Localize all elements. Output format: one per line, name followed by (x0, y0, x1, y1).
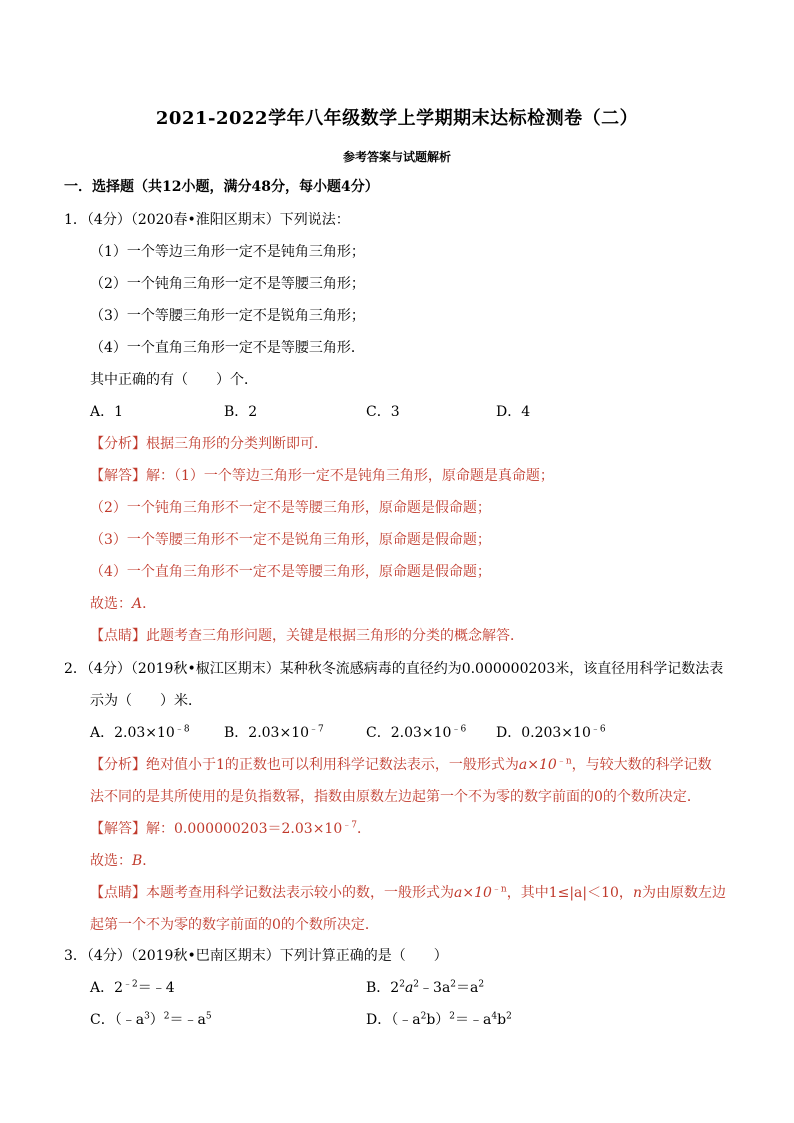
q1-answer-4: （4）一个直角三角形不一定不是等腰三角形，原命题是假命题； (90, 564, 491, 580)
q1-statement-2: （2）一个钝角三角形一定不是等腰三角形； (90, 276, 365, 292)
choose-suffix: ． (142, 596, 157, 612)
q2-analysis-1c: ﹣n (556, 756, 572, 767)
q2-option-d-exp: ﹣6 (590, 724, 606, 735)
q2-option-b (224, 724, 324, 742)
q1-option-b: B．2 (224, 404, 258, 420)
q3-option-b-e4: 2 (478, 979, 485, 990)
q2-comment-2: 起第一个不为零的数字前面的0的个数所决定． (90, 917, 379, 933)
q1-choice (90, 595, 156, 613)
q3-option-c-base: C．（﹣a (90, 1012, 145, 1028)
q2-analysis-1a: 绝对值小于1的正数也可以利用科学记数法表示，一般形式为 (146, 757, 519, 773)
q2-answer-a: 解：0.000000203＝2.03×10 (146, 821, 343, 837)
q1-comment-text: 此题考查三角形问题，关键是根据三角形的分类的概念解答． (146, 628, 524, 644)
q2-analysis-1d: ，与较大数的科学记数 (571, 757, 712, 773)
comment-tag: 【点睛】 (90, 628, 146, 644)
q2-answer-b: ． (356, 821, 371, 837)
q2-comment-1 (90, 884, 726, 902)
q1-answer-3: （3）一个等腰三角形不一定不是锐角三角形，原命题是假命题； (90, 532, 491, 548)
analysis-tag: 【分析】 (90, 436, 146, 452)
q3-option-c-m1: ） (149, 1012, 164, 1028)
q3-stem: 3．（4分）（2019秋•巴南区期末）下列计算正确的是（ ） (64, 948, 448, 964)
q3-option-a (90, 979, 175, 997)
analysis-tag: 【分析】 (90, 757, 146, 773)
q1-answer-2: （2）一个钝角三角形不一定不是等腰三角形，原命题是假命题； (90, 500, 491, 516)
q3-option-c-e2: 2 (163, 1011, 170, 1022)
q1-comment (90, 627, 524, 645)
choose-suffix: ． (142, 853, 157, 869)
choose-prefix: 故选： (90, 596, 132, 612)
q1-answer-1-text: 解：（1）一个等边三角形一定不是钝角三角形，原命题是真命题； (146, 468, 554, 484)
q3-option-b-e3: 2 (450, 979, 457, 990)
q2-stem-1: 2．（4分）（2019秋•椒江区期末）某种秋冬流感病毒的直径约为0.000000203米，该直径用科学记数法表 (64, 661, 724, 677)
q2-answer (90, 820, 371, 838)
q3-option-a-rest: ＝﹣4 (137, 980, 175, 996)
q1-option-d: D．4 (496, 404, 531, 420)
q2-stem-2: 示为（ ）米． (90, 693, 202, 709)
q3-option-a-exp: ﹣2 (123, 979, 138, 990)
q3-option-c-m2: ＝﹣a (169, 1012, 206, 1028)
q3-option-d-m2: ＝﹣a (455, 1012, 492, 1028)
q2-comment-1e: n (632, 885, 642, 901)
q1-option-a: A．1 (90, 404, 124, 420)
q2-answer-exp: ﹣7 (342, 820, 357, 831)
q1-stem: 1．（4分）（2020春•淮阳区期末）下列说法： (64, 212, 350, 228)
q3-option-b-m3: ＝a (456, 980, 479, 996)
q3-option-d-e3: 4 (491, 1011, 498, 1022)
page-title: 2021-2022学年八年级数学上学期期末达标检测卷（二） (155, 108, 639, 129)
comment-tag: 【点睛】 (90, 885, 146, 901)
q3-option-c (90, 1011, 212, 1029)
q1-choice-value: A (132, 596, 143, 612)
q1-statement-1: （1）一个等边三角形一定不是钝角三角形； (90, 244, 365, 260)
q2-choice-value: B (132, 853, 143, 869)
q1-analysis (90, 435, 328, 453)
q3-option-d-base: D．（﹣a (366, 1012, 421, 1028)
q2-analysis-1 (90, 756, 712, 774)
q3-option-d-e2: 2 (449, 1011, 456, 1022)
q2-option-c-exp: ﹣6 (451, 724, 467, 735)
q2-option-a (90, 724, 190, 742)
q2-analysis-2: 法不同的是其所使用的是负指数幂，指数由原数左边起第一个不为零的数字前面的0的个数所决定． (90, 789, 701, 805)
q1-statement-4: （4）一个直角三角形一定不是等腰三角形． (90, 340, 365, 356)
q1-analysis-text: 根据三角形的分类判断即可． (146, 436, 328, 452)
q2-comment-1d: ，其中1≤|a|＜10， (506, 885, 633, 901)
q2-choice (90, 852, 156, 870)
q1-statement-3: （3）一个等腰三角形一定不是锐角三角形； (90, 308, 365, 324)
q2-option-d-base: D．0.203×10 (496, 725, 591, 741)
q2-option-b-base: B．2.03×10 (224, 725, 310, 741)
q2-option-d (496, 724, 606, 742)
q3-option-d-e4: 2 (506, 1011, 512, 1022)
q1-ask: 其中正确的有（ ）个． (90, 372, 258, 388)
q2-comment-1a: 本题考查用科学记数法表示较小的数，一般形式为 (146, 885, 454, 901)
q3-option-d (366, 1011, 512, 1029)
q3-option-b-e2: 2 (413, 979, 420, 990)
q3-option-a-base: A．2 (90, 980, 124, 996)
q2-comment-1f: 为由原数左边 (641, 885, 726, 901)
q3-option-c-e3: 5 (205, 1011, 212, 1022)
answer-tag: 【解答】 (90, 468, 146, 484)
q3-option-c-e1: 3 (144, 1011, 150, 1022)
q2-option-c-base: C．2.03×10 (366, 725, 452, 741)
q3-option-b-base: B．2 (366, 980, 400, 996)
q2-option-c (366, 724, 466, 742)
page-subtitle: 参考答案与试题解析 (342, 150, 451, 164)
section-heading: 一．选择题（共12小题，满分48分，每小题4分） (64, 179, 379, 195)
q3-option-b-e1: 2 (399, 979, 405, 990)
q3-option-b-m2: ﹣3a (419, 980, 451, 996)
q2-option-a-exp: ﹣8 (174, 724, 190, 735)
q2-option-a-base: A．2.03×10 (90, 725, 175, 741)
q3-option-d-e1: 2 (420, 1011, 427, 1022)
q2-option-b-exp: ﹣7 (309, 724, 324, 735)
q1-answer-1 (90, 467, 554, 485)
q2-comment-1b: a×10 (454, 885, 492, 901)
q3-option-d-m1: b） (426, 1012, 450, 1028)
q3-option-d-m3: b (497, 1012, 507, 1028)
answer-tag: 【解答】 (90, 821, 146, 837)
q1-option-c: C．3 (366, 404, 400, 420)
q2-comment-1c: ﹣n (491, 884, 507, 895)
q3-option-b (366, 979, 484, 997)
q3-option-b-m1: a (404, 980, 414, 996)
q2-analysis-1b: a×10 (518, 757, 557, 773)
choose-prefix: 故选： (90, 853, 132, 869)
